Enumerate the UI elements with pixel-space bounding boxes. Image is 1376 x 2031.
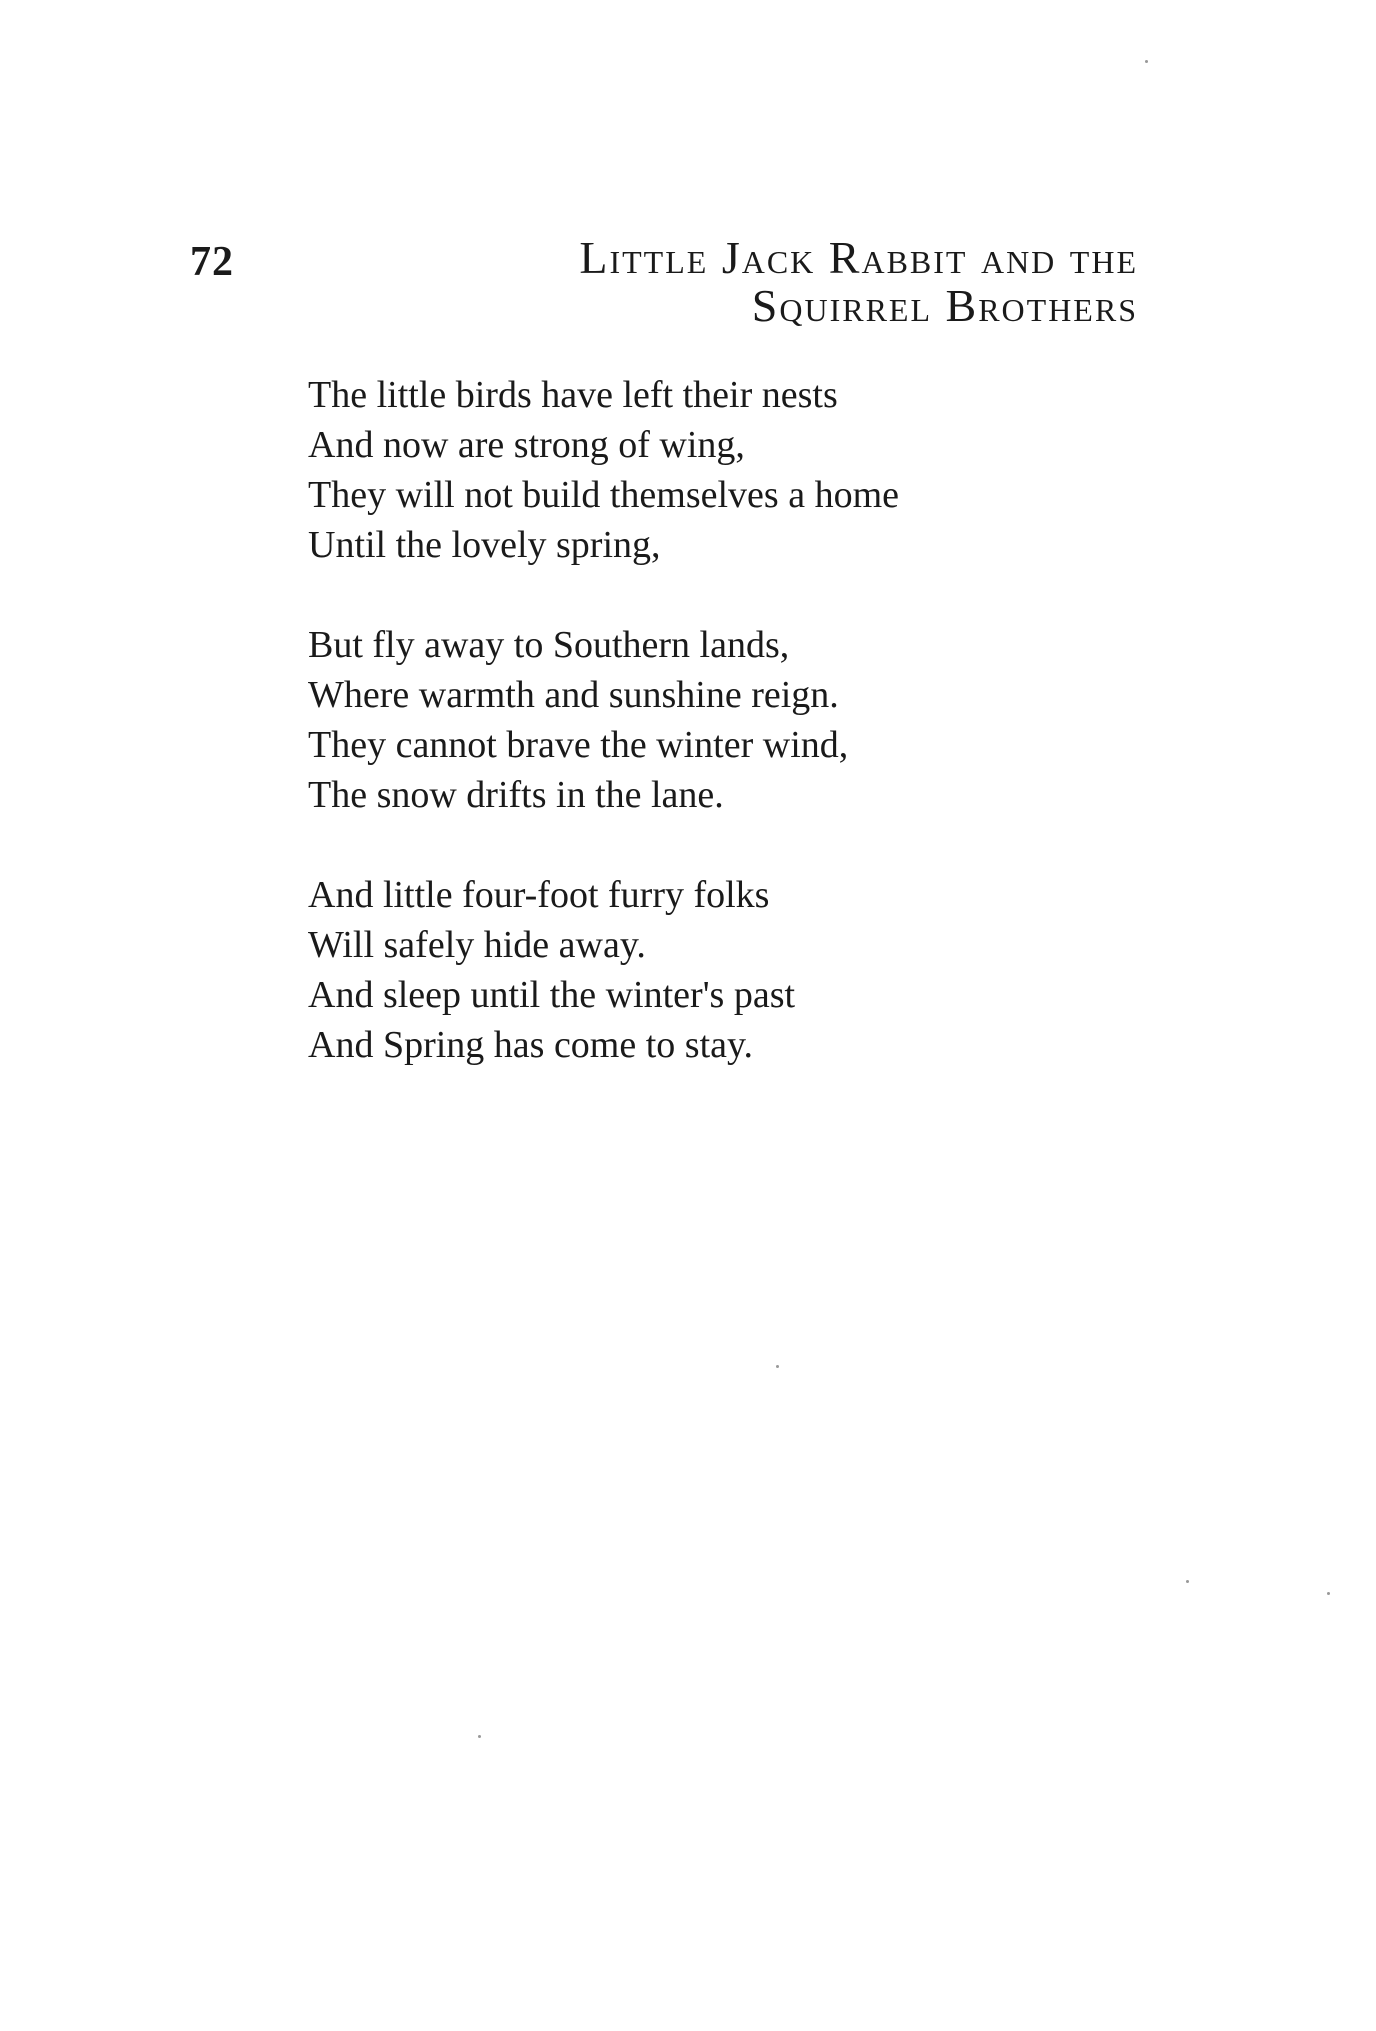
verse-line: The little birds have left their nests: [308, 374, 838, 416]
stanza-2: [308, 620, 1108, 820]
verse-line: They will not build themselves a home: [308, 474, 900, 516]
verse-line: And little four-foot furry folks: [308, 874, 770, 916]
scan-speck: [1327, 1592, 1330, 1595]
page-number: 72: [190, 239, 234, 285]
running-head-line-1: Little Jack Rabbit and the: [579, 232, 1138, 283]
running-head-line-2: Squirrel Brothers: [751, 280, 1138, 331]
stanza-3: [308, 870, 1108, 1070]
scan-speck: [1186, 1580, 1189, 1583]
verse-line: And sleep until the winter's past: [308, 974, 796, 1016]
scan-speck: [1145, 60, 1148, 63]
scan-speck: [478, 1735, 481, 1738]
verse-line: Until the lovely spring,: [308, 524, 661, 566]
verse-line: Will safely hide away.: [308, 924, 646, 966]
verse-line: The snow drifts in the lane.: [308, 774, 724, 816]
verse-line: They cannot brave the winter wind,: [308, 724, 849, 766]
verse-line: Where warmth and sunshine reign.: [308, 674, 839, 716]
stanza-1: [308, 370, 1108, 570]
verse-line: But fly away to Southern lands,: [308, 624, 790, 666]
verse-line: And Spring has come to stay.: [308, 1024, 754, 1066]
verse-line: And now are strong of wing,: [308, 424, 745, 466]
scan-speck: [776, 1365, 779, 1368]
poem: [308, 370, 1108, 1120]
running-head: [579, 234, 1138, 330]
